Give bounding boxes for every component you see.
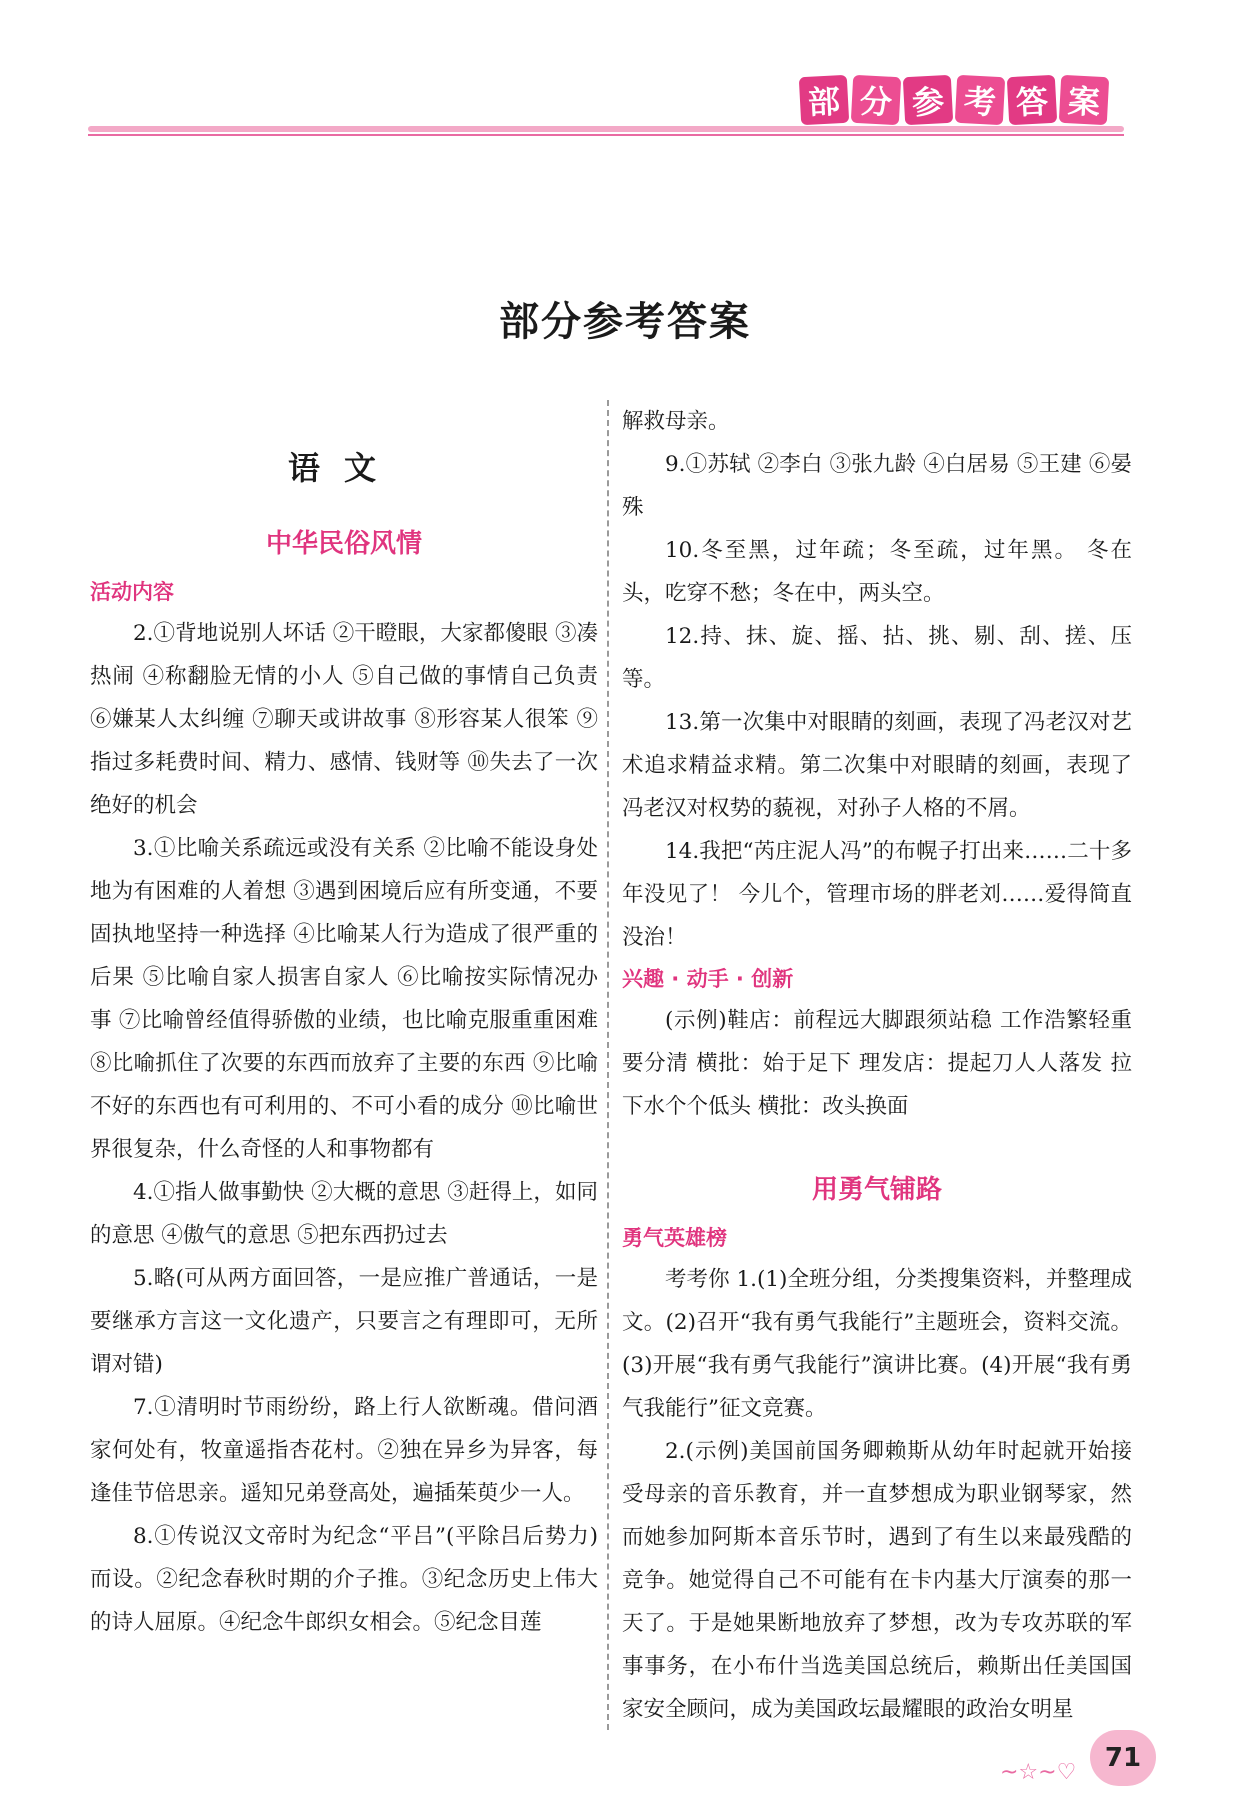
unit-title: 中华民俗风情	[265, 529, 422, 559]
section-label: 兴趣 · 动手 · 创新	[622, 967, 794, 991]
star-heart-decoration-icon: ~☆~♡	[1000, 1760, 1077, 1785]
section-label: 活动内容	[90, 580, 174, 604]
unit-title: 用勇气铺路	[811, 1175, 942, 1205]
page-number: 71	[1090, 1730, 1156, 1786]
page-title: 部分参考答案	[499, 298, 751, 345]
answer-paragraph: 12.持、抹、旋、摇、拈、挑、剔、刮、搓、压等。	[622, 624, 1132, 692]
banner-char: 参	[903, 75, 953, 125]
banner-char: 案	[1059, 75, 1109, 125]
right-column	[622, 400, 1132, 1731]
banner-char: 答	[1007, 75, 1057, 125]
header-rule	[88, 126, 1124, 132]
banner-char: 考	[955, 75, 1005, 125]
header-rule-thin	[88, 134, 1124, 136]
answer-paragraph: 4.①指人做事勤快 ②大概的意思 ③赶得上，如同的意思 ④傲气的意思 ⑤把东西扔过去	[90, 1180, 598, 1248]
answer-paragraph: 13.第一次集中对眼睛的刻画，表现了冯老汉对艺术追求精益求精。第二次集中对眼睛的刻画，表现了冯老汉对权势的藐视，对孙子人格的不屑。	[622, 710, 1132, 821]
answer-paragraph: 8.①传说汉文帝时为纪念“平吕”(平除吕后势力)而设。②纪念春秋时期的介子推。③纪念历史上伟大的诗人屈原。④纪念牛郎织女相会。⑤纪念目莲	[90, 1524, 598, 1635]
section-label: 勇气英雄榜	[622, 1226, 727, 1250]
answer-paragraph: 解救母亲。	[622, 409, 730, 434]
answer-paragraph: 9.①苏轼 ②李白 ③张九龄 ④白居易 ⑤王建 ⑥晏殊	[622, 452, 1132, 520]
banner-char: 分	[851, 75, 901, 125]
answer-paragraph: 考考你 1.(1)全班分组，分类搜集资料，并整理成文。(2)召开“我有勇气我能行”主题班会，资料交流。(3)开展“我有勇气我能行”演讲比赛。(4)开展“我有勇气我能行”征文竞赛。	[622, 1267, 1132, 1421]
header-banner	[800, 72, 1112, 128]
banner-char: 部	[799, 75, 849, 125]
subject-heading: 语文	[287, 449, 400, 487]
answer-paragraph: 2.①背地说别人坏话 ②干瞪眼，大家都傻眼 ③凑热闹 ④称翻脸无情的小人 ⑤自己做的事情自己负责 ⑥嫌某人太纠缠 ⑦聊天或讲故事 ⑧形容某人很笨 ⑨指过多耗费时间、精力、感情、钱财等 ⑩失去了一次绝好的机会	[90, 621, 598, 818]
column-divider	[607, 400, 609, 1730]
answer-paragraph: 7.①清明时节雨纷纷，路上行人欲断魂。借问酒家何处有，牧童遥指杏花村。②独在异乡为异客，每逢佳节倍思亲。遥知兄弟登高处，遍插茱萸少一人。	[90, 1395, 598, 1506]
answer-paragraph: 10.冬至黑，过年疏；冬至疏，过年黑。 冬在头，吃穿不愁；冬在中，两头空。	[622, 538, 1132, 606]
answer-paragraph: 2.(示例)美国前国务卿赖斯从幼年时起就开始接受母亲的音乐教育，并一直梦想成为职业钢琴家，然而她参加阿斯本音乐节时，遇到了有生以来最残酷的竞争。她觉得自己不可能有在卡内基大厅演奏的那一天了。于是她果断地放弃了梦想，改为专攻苏联的军事事务，在小布什当选美国总统后，赖斯出任美国国家安全顾问，成为美国政坛最耀眼的政治女明星	[622, 1439, 1132, 1722]
answer-paragraph: (示例)鞋店：前程远大脚跟须站稳 工作浩繁轻重要分清 横批：始于足下 理发店：提起刀人人落发 拉下水个个低头 横批：改头换面	[622, 1008, 1132, 1119]
answer-paragraph: 14.我把“芮庄泥人冯”的布幌子打出来……二十多年没见了！ 今儿个，管理市场的胖老刘……爱得简直没治！	[622, 839, 1132, 950]
answer-paragraph: 3.①比喻关系疏远或没有关系 ②比喻不能设身处地为有困难的人着想 ③遇到困境后应有所变通，不要固执地坚持一种选择 ④比喻某人行为造成了很严重的后果 ⑤比喻自家人损害自家人 ⑥比喻按实际情况办事 ⑦比喻曾经值得骄傲的业绩，也比喻克服重重困难 ⑧比喻抓住了次要的东西而放弃了主要的东西 ⑨比喻不好的东西也有可利用的、不可小看的成分 ⑩比喻世界很复杂，什么奇怪的人和事物都有	[90, 836, 598, 1162]
left-column	[90, 400, 598, 1644]
answer-paragraph: 5.略(可从两方面回答，一是应推广普通话，一是要继承方言这一文化遗产，只要言之有理即可，无所谓对错)	[90, 1266, 598, 1377]
